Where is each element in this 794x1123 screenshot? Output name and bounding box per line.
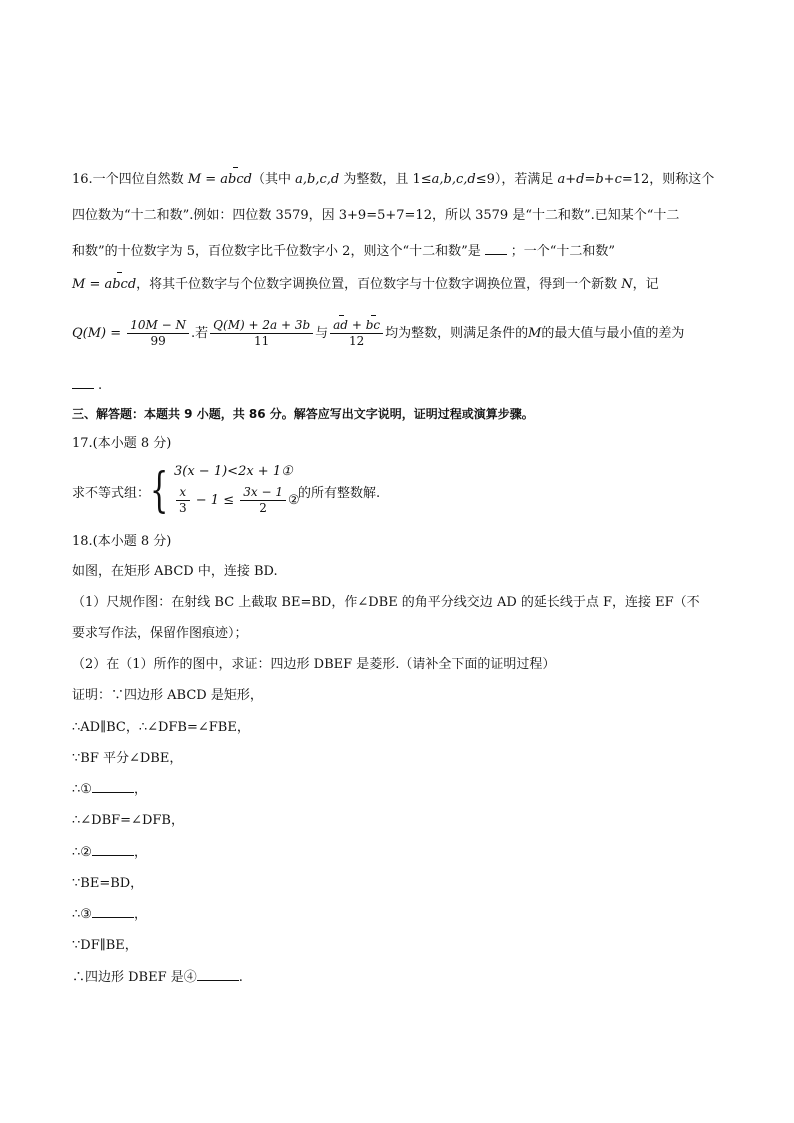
fraction-denominator: 2	[259, 501, 267, 515]
q16-text: 和数”的十位数字为 5，百位数字比千位数字小 2，则这个“十二和数”是	[72, 244, 481, 259]
math-vars: a,b,c,d	[431, 172, 476, 187]
proof-blank-2[interactable]	[92, 843, 134, 856]
q17-label: 求不等式组：	[72, 486, 151, 501]
math-ad: ad	[333, 318, 348, 332]
q17-tail: 的所有整数解.	[298, 486, 381, 501]
fraction-denominator: 12	[348, 334, 365, 348]
q16-text: =12，则称这个	[621, 172, 715, 187]
proof-text: ∴①	[72, 782, 92, 797]
proof-line-4	[72, 780, 714, 800]
math-m: M	[528, 326, 542, 341]
proof-text: ，	[133, 845, 147, 860]
q16-text: ，将其千位数字与个位数字调换位置，百位数字与十位数字调换位置，得到一个新数	[136, 277, 622, 292]
fraction-numerator: Q(M) + 2a + 3b	[210, 318, 313, 334]
proof-text: .	[238, 970, 243, 985]
proof-line-3: ∵BF 平分∠DBE，	[72, 751, 183, 766]
q18-part2: （2）在（1）所作的图中，求证：四边形 DBEF 是菱形.（请补全下面的证明过程）	[72, 657, 556, 672]
q18-part1-line1: （1）尺规作图：在射线 BC 上截取 BE=BD，作∠DBE 的角平分线交边 AD 的延长线于点 F，连接 EF（不	[72, 595, 700, 610]
math-bc: bc	[365, 318, 381, 332]
fraction-denominator: 11	[254, 334, 270, 348]
proof-text: ∴③	[72, 907, 92, 922]
proof-line-2: ∴AD∥BC，∴∠DFB=∠FBE，	[72, 720, 250, 735]
q18-intro: 如图，在矩形 ABCD 中，连接 BD.	[72, 564, 278, 579]
proof-text: ∴四边形 DBEF 是④	[72, 970, 197, 985]
q16-line-4	[72, 275, 714, 295]
proof-line-5: ∴∠DBF=∠DFB，	[72, 813, 184, 828]
answer-blank-2[interactable]	[72, 374, 94, 389]
proof-line-6	[72, 843, 714, 863]
q16-text: 与	[315, 326, 329, 341]
math-mid: − 1 ≤	[191, 493, 239, 508]
q16-line-1	[72, 170, 714, 190]
q16-line-6	[72, 374, 714, 396]
math-abcd: abcd	[220, 170, 252, 190]
math-condition: a+d=b+c	[557, 172, 622, 187]
proof-blank-4[interactable]	[197, 968, 239, 981]
math-m: M =	[187, 172, 221, 187]
q17-header: 17.(本小题 8 分)	[72, 436, 172, 451]
q16-text: ；一个“十二和数”	[510, 244, 616, 259]
proof-text: ，	[133, 907, 147, 922]
q18-part1-line2: 要求写作法，保留作图痕迹）；	[72, 626, 248, 641]
q16-line-2: 四位数为“十二和数”.例如：四位数 3579，因 3+9=5+7=12，所以 3579 是“十二和数”.已知某个“十二	[72, 208, 680, 223]
math-n: N	[621, 277, 633, 292]
q16-text: .若	[191, 326, 209, 341]
fraction-numerator: x	[176, 485, 190, 501]
q16-text: ≤9），若满足	[475, 172, 558, 187]
fraction-numerator	[330, 318, 383, 334]
left-brace: {	[150, 462, 169, 518]
fraction-x-3	[176, 485, 190, 516]
fraction-q	[127, 318, 189, 349]
math-m: M =	[72, 277, 105, 292]
proof-line-7: ∵BE=BD，	[72, 876, 144, 891]
fraction-numerator: 10M − N	[127, 318, 189, 334]
fraction-numerator: 3x − 1	[240, 485, 286, 501]
q16-text: （其中	[251, 172, 296, 187]
q16-text: 的最大值与最小值的差为	[541, 326, 685, 341]
proof-line-10	[72, 968, 714, 988]
math-q-lhs: Q(M) =	[72, 326, 126, 341]
proof-line-8	[72, 905, 714, 925]
q18-header: 18.(本小题 8 分)	[72, 534, 172, 549]
q16-text: ，记	[632, 277, 659, 292]
inequality-2	[174, 485, 300, 516]
section-heading: 三、解答题：本题共 9 小题，共 86 分。解答应写出文字说明，证明过程或演算步骤。	[72, 407, 534, 421]
proof-blank-1[interactable]	[92, 780, 134, 793]
fraction-3x-1	[240, 485, 286, 516]
proof-text: ∴②	[72, 845, 92, 860]
proof-text: ，	[133, 782, 147, 797]
q16-text: 16.一个四位自然数	[72, 172, 188, 187]
answer-blank-1[interactable]	[485, 240, 507, 255]
math-vars: a,b,c,d	[295, 172, 340, 187]
inequality-1: 3(x − 1)<2x + 1①	[174, 464, 293, 479]
q16-line-5	[72, 318, 714, 350]
proof-line-1: 证明：∵四边形 ABCD 是矩形，	[72, 688, 263, 703]
q16-text: .	[98, 378, 103, 393]
fraction-denominator: 99	[150, 334, 166, 348]
inequality-tag: ②	[287, 493, 300, 508]
math-abcd: abcd	[104, 275, 136, 295]
q16-text: 为整数，且 1≤	[339, 172, 432, 187]
fraction-denominator: 3	[179, 501, 187, 515]
q16-text: 均为整数，则满足条件的	[385, 326, 529, 341]
proof-blank-3[interactable]	[92, 905, 134, 918]
q16-line-3	[72, 240, 714, 262]
fraction-ad-bc	[330, 318, 383, 349]
fraction-qm	[210, 318, 313, 349]
proof-line-9: ∵DF∥BE，	[72, 938, 138, 953]
math-plus: +	[348, 318, 366, 332]
